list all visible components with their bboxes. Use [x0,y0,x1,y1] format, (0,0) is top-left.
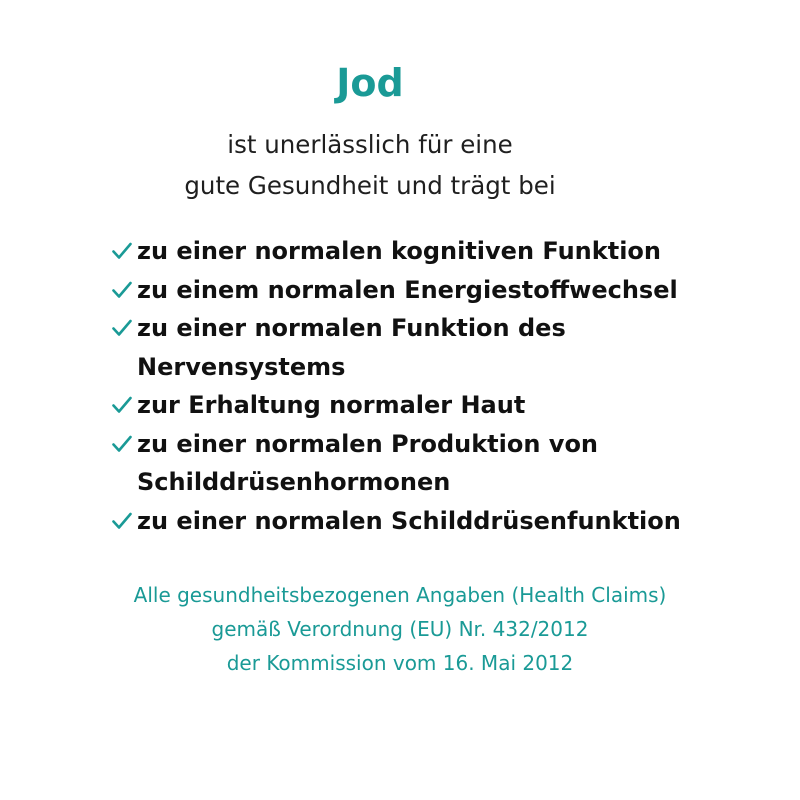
check-icon [112,232,134,271]
claim-line: Schilddrüsenhormonen [137,468,451,496]
footnote-line-1: Alle gesundheitsbezogenen Angaben (Health Claims) [133,583,667,607]
intro-line-2: gute Gesundheit und trägt bei [184,171,556,200]
check-icon [112,502,134,541]
claim-text [134,386,525,425]
claim-text [134,232,661,271]
check-icon [112,386,134,425]
claim-line: zu einer normalen Funktion des [137,314,566,342]
claim-text [134,309,566,386]
claim-item [112,309,792,386]
check-icon [112,425,134,464]
page-title: Jod [336,61,404,105]
claim-line: zu einer normalen Schilddrüsenfunktion [137,506,681,535]
claim-line: zu einem normalen Energiestoffwechsel [137,275,678,304]
claim-item [112,386,792,425]
claim-text [134,425,598,502]
claim-item [112,232,792,271]
claim-line: zu einer normalen kognitiven Funktion [137,237,661,265]
claim-text [134,502,681,541]
claims-list [112,232,792,540]
footnote-line-2: gemäß Verordnung (EU) Nr. 432/2012 [211,617,589,641]
claim-item [112,502,792,541]
footnote-line-3: der Kommission vom 16. Mai 2012 [226,651,574,675]
claim-line: Nervensystems [137,352,346,381]
claim-line: zur Erhaltung normaler Haut [137,391,526,419]
legal-footnote [0,578,800,680]
intro-text [0,124,740,206]
intro-line-1: ist unerlässlich für eine [227,130,513,159]
claim-item [112,271,792,310]
claim-text [134,271,678,310]
claim-item [112,425,792,502]
check-icon [112,309,134,348]
check-icon [112,271,134,310]
claim-line: zu einer normalen Produktion von [137,429,599,458]
